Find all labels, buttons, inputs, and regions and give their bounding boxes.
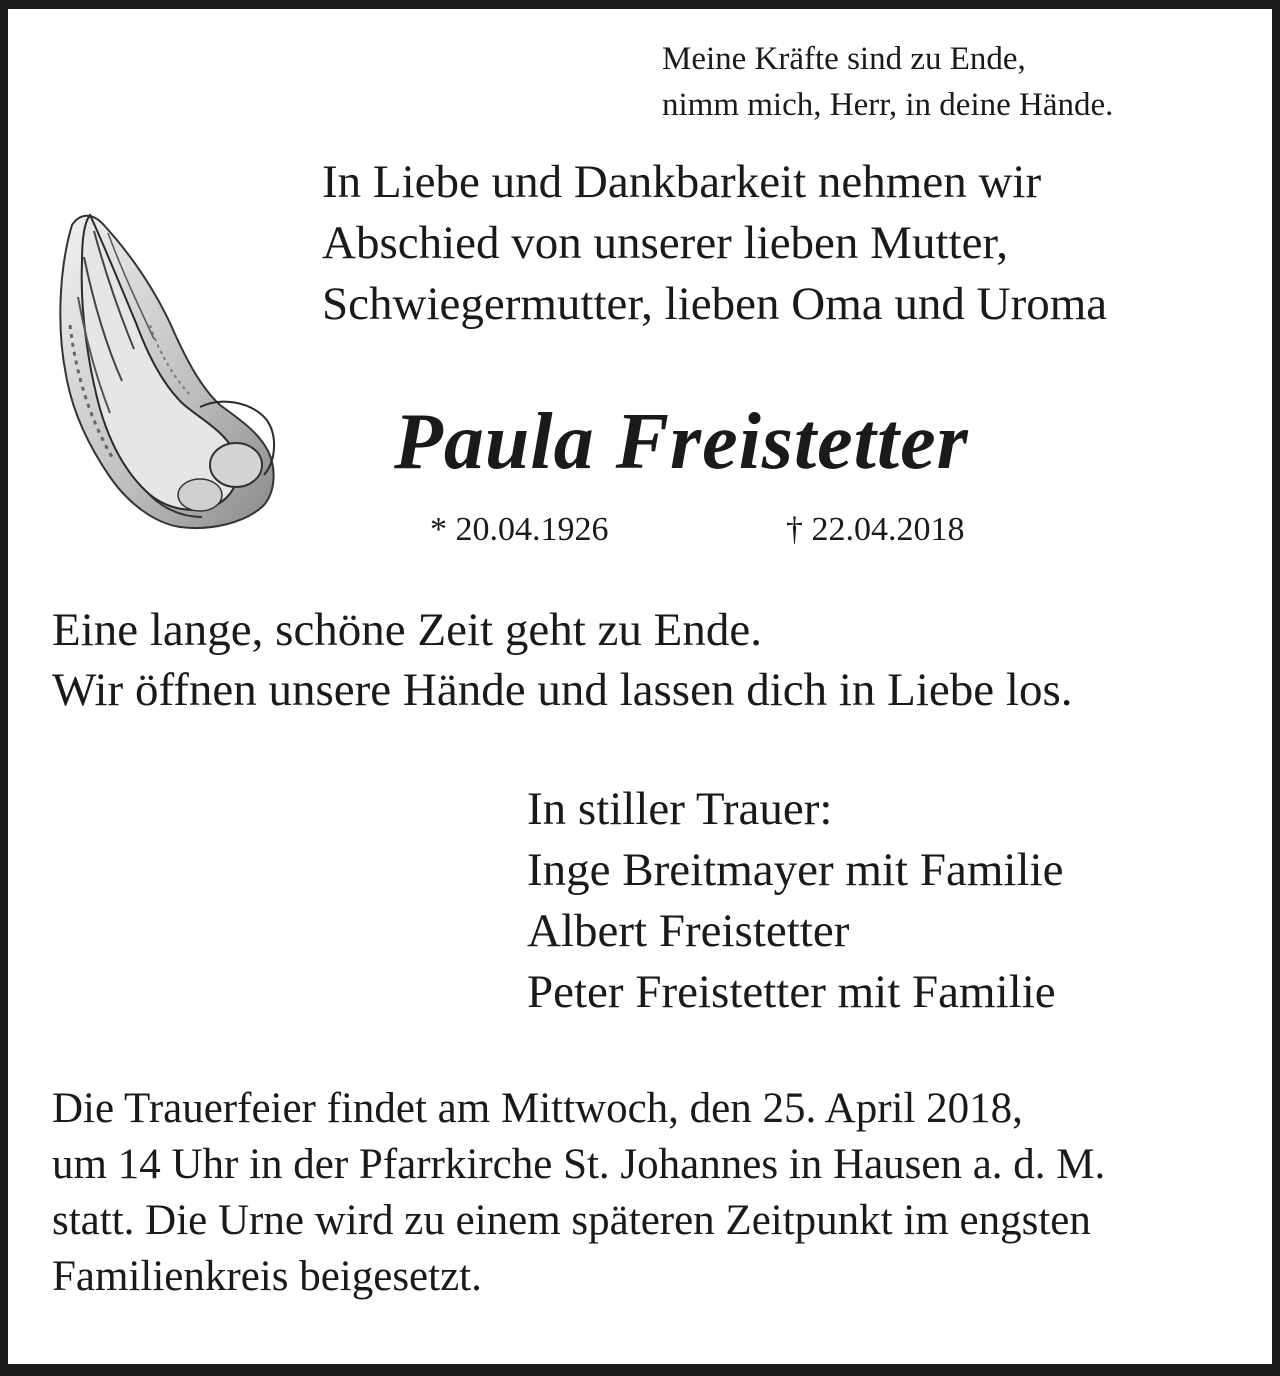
- service-info: [52, 1081, 1105, 1305]
- service-line: statt. Die Urne wird zu einem späteren Zeitpunkt im engsten: [52, 1197, 1091, 1244]
- death-date: † 22.04.2018: [786, 511, 965, 548]
- intro-line: Schwiegermutter, lieben Oma und Uroma: [322, 278, 1108, 330]
- intro-block: [322, 152, 1107, 335]
- birth-date: * 20.04.1926: [430, 511, 609, 548]
- quote-line: nimm mich, Herr, in deine Hände.: [662, 87, 1114, 123]
- verse-line: Wir öffnen unsere Hände und lassen dich in Liebe los.: [52, 664, 1073, 716]
- service-line: um 14 Uhr in der Pfarrkirche St. Johannes in Hausen a. d. M.: [52, 1141, 1106, 1188]
- quote-line: Meine Kräfte sind zu Ende,: [662, 41, 1026, 77]
- verse-line: Eine lange, schöne Zeit geht zu Ende.: [52, 604, 762, 656]
- mourners-block: [527, 779, 1063, 1023]
- intro-line: Abschied von unserer lieben Mutter,: [322, 217, 1008, 269]
- quote-block: [662, 36, 1113, 128]
- mourner-name: Albert Freistetter: [527, 905, 850, 957]
- mourners-heading: In stiller Trauer:: [527, 783, 833, 835]
- praying-hands-icon: [50, 205, 280, 535]
- mourner-name: Peter Freistetter mit Familie: [527, 966, 1056, 1018]
- verse-block: [52, 600, 1073, 720]
- service-line: Familienkreis beigesetzt.: [52, 1253, 482, 1300]
- service-line: Die Trauerfeier findet am Mittwoch, den 25. April 2018,: [52, 1085, 1023, 1132]
- intro-line: In Liebe und Dankbarkeit nehmen wir: [322, 156, 1042, 208]
- mourner-name: Inge Breitmayer mit Familie: [527, 844, 1064, 896]
- deceased-name: Paula Freistetter: [394, 398, 969, 486]
